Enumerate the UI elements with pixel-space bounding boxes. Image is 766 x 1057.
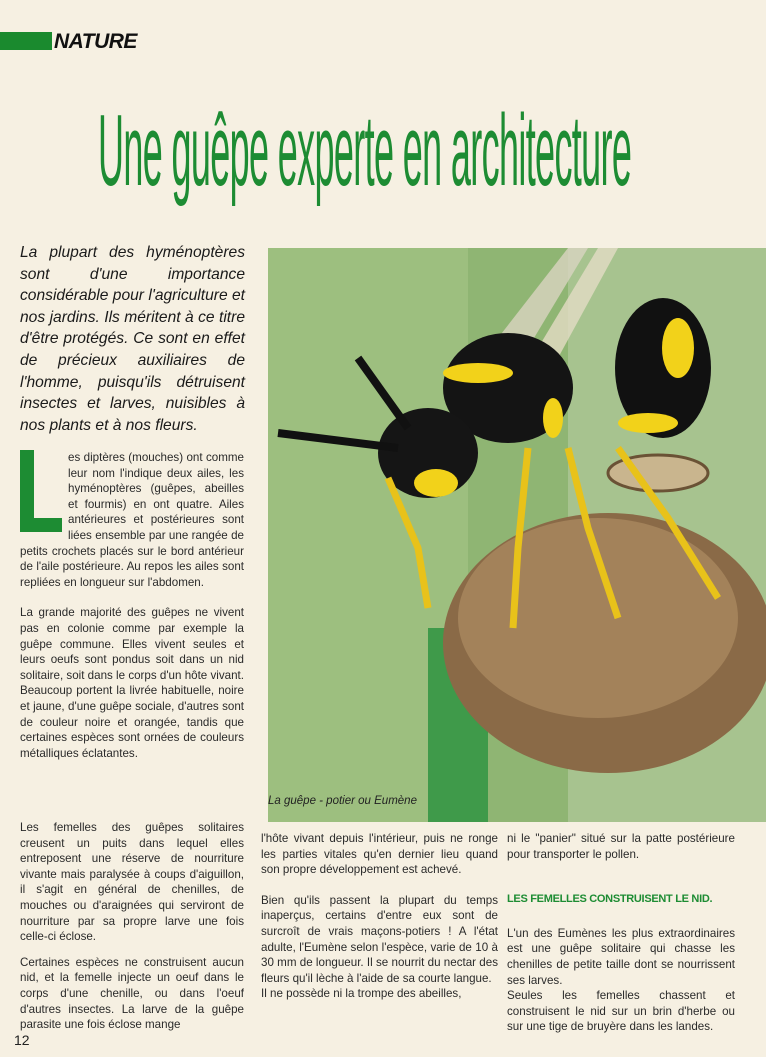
section-label: NATURE — [54, 30, 137, 53]
paragraph: L'un des Eumènes les plus extraordinaires est une guêpe solitaire qui chasse les chenilles de petite taille dont se nourrissent ses larves. — [507, 926, 735, 987]
subheading: LES FEMELLES CONSTRUISENT LE NID. — [507, 893, 713, 906]
wasp-illustration — [268, 248, 766, 822]
paragraph: Il ne possède ni la trompe des abeilles, — [261, 987, 462, 1001]
column-1 — [20, 450, 244, 776]
drop-cap — [20, 450, 62, 532]
intro-paragraph: La plupart des hyménoptères sont d'une importance considérable pour l'agriculture et nos jardins. Ils méritent à ce titre d'être protégés. Ce sont en effet de précieux auxiliaires de l'homme, puisqu'ils détruisent insectes et larves, nuisibles à nos plants et à nos fleurs. — [20, 244, 245, 434]
paragraph: ni le "panier" situé sur la patte postérieure pour transporter le pollen. — [507, 832, 735, 861]
column-3 — [507, 831, 735, 1050]
paragraph: l'hôte vivant depuis l'intérieur, puis ne ronge les parties vitales qu'en dernier lieu quand son propre développement est achevé. — [261, 832, 498, 877]
section-bar — [0, 32, 52, 50]
paragraph: Certaines espèces ne construisent aucun nid, et la femelle injecte un oeuf dans le corps d'une chenille, ou dans l'oeuf d'autres insectes. La larve de la guêpe parasite une fois éclose mange — [20, 955, 244, 1032]
paragraph: La grande majorité des guêpes ne vivent pas en colonie comme par exemple la guêpe commune. Elles vivent seules et leurs oeufs sont pondus soit dans un nid solitaire, soit dans le corps d'un hôte vivant. Beaucoup portent la livrée habituelle, noire et jaune, d'une guêpe sociale, d'autres sont de couleur noire et orangée, tandis que certaines espèces sont ornées de couleurs métalliques éclatantes. — [20, 606, 244, 760]
figure-caption: La guêpe - potier ou Eumène — [268, 795, 417, 807]
paragraph: Seules les femelles chassent et construisent le nid sur un brin d'herbe ou sur une tige de bruyère dans les landes. — [507, 989, 735, 1034]
column-1-bottom — [20, 820, 244, 1048]
column-2 — [261, 831, 498, 1017]
paragraph: Les femelles des guêpes solitaires creusent un puits dans lequel elles entreposent une réserve de nourriture vivante mais paralysée à coups d'aiguillon, il s'agit en général de chenilles, de mouches ou d'araignées qui serviront de nourriture par sa propre larve une fois celle-ci éclose. — [20, 821, 244, 944]
paragraph: Bien qu'ils passent la plupart du temps inaperçus, certains d'entre eux sont de surcroît de vrais maçons-potiers ! A l'état adulte, l'Eumène selon l'espèce, varie de 10 à 30 mm de longueur. Il se nourrit du nectar des fleurs qu'il lèche à l'aide de sa courte langue. — [261, 893, 498, 985]
page-number: 12 — [14, 1032, 30, 1048]
page-title: Une guêpe experte en architecture — [98, 93, 632, 208]
paragraph: es diptères (mouches) ont comme leur nom l'indique deux ailes, les hyménoptères (guêpes, abeilles et fourmis) en ont quatre. Ailes antérieures et postérieures sont liées ensemble par une rangée de petits crochets placés sur le bord antérieur de l'aile postérieure. Au repos les ailes sont repliées en longueur sur l'abdomen. — [20, 451, 244, 589]
